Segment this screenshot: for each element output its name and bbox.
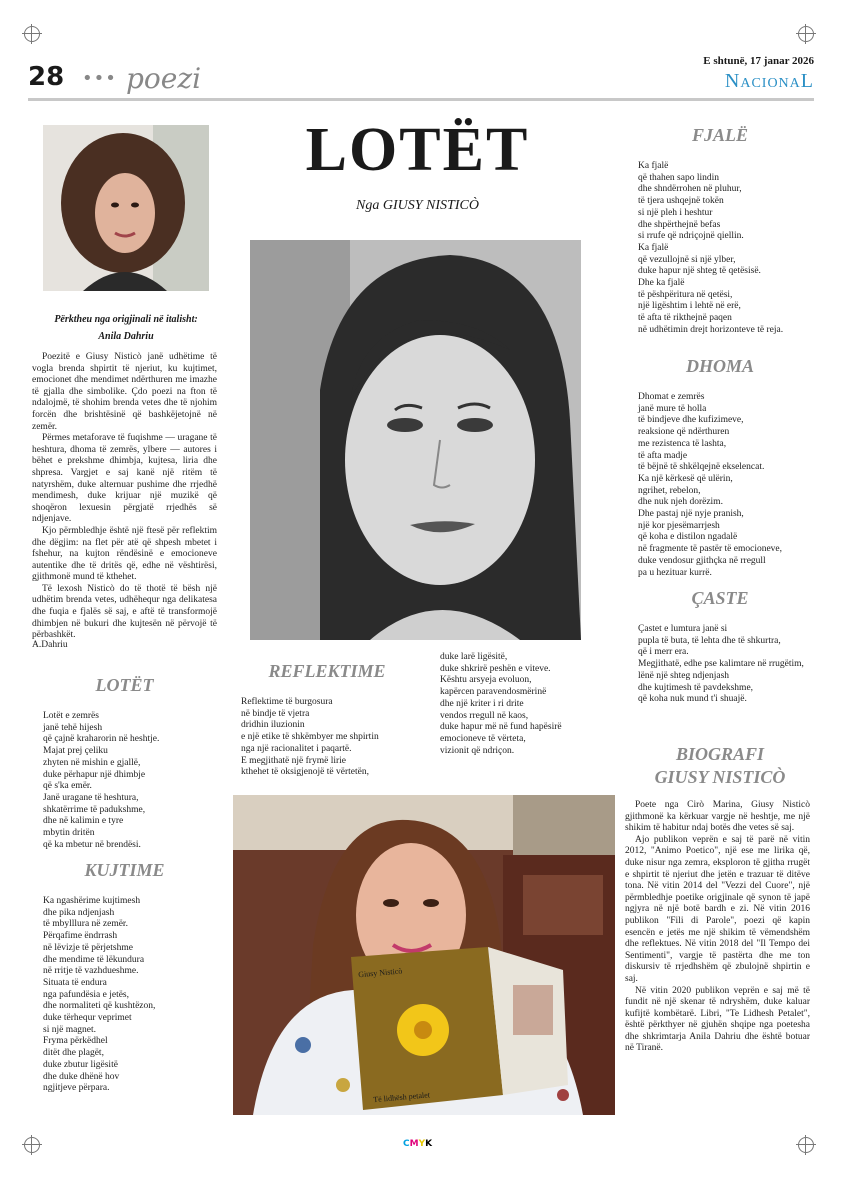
- poem-title-lotet: LOTËT: [95, 675, 154, 695]
- bio-title: [625, 743, 815, 789]
- page-number: 28: [28, 62, 65, 92]
- poem-title-dhoma: DHOMA: [685, 356, 754, 376]
- intro-paragraph: Të lexosh Nisticò do të thotë të bësh një udhëtim brenda vetes, udhëhequr nga delikatesa dhe fuqia e fjalës së saj, e aftë të transformojë dhimbjen në bukuri dhe kujtesën në përvojë të përbashkët.: [32, 583, 217, 641]
- translator-name: Anila Dahriu: [98, 331, 154, 342]
- section-title: poezi: [126, 62, 202, 95]
- author-photo-with-book: [233, 795, 615, 1115]
- registration-mark: [24, 1137, 40, 1153]
- byline: Nga GIUSY NISTICÒ: [356, 198, 479, 213]
- issue-date: E shtunë, 17 janar 2026: [703, 55, 814, 67]
- bio-paragraph: Ajo publikon veprën e saj të parë në vitin 2012, "Animo Poetico", një ese me lirika që, duke nisur nga zemra, eksploron të gjitha rrugët e shpirtit të njeriut dhe jetën e trazuar të ditëve tona. Në vitin 2014 del "Vezzi del Cuore", një përmbledhje poetike origjinale që synon të japë ngjyra në një botë bardh e zi. Në vitin 2016 publikon "Fili di Parole", poezi që kapin esencën e jetës me një shikim të vëmendshëm dhe reflektues. Në vitin 2018 del "Il Tempo dei Sentimenti", vargje të pastërta dhe me ton diskursiv të rrjedhshëm që zbulojnë shpirtin e saj.: [625, 834, 810, 984]
- registration-mark: [798, 1137, 814, 1153]
- headline: LOTËT: [305, 116, 530, 184]
- poem-reflektime-part1: Reflektime të burgosura në bindje të vjetra dridhin iluzionin e një etike të shkëmbyer me shpirtin nga një racionalitet i paqartë. E megjithatë një frymë lirie kthehet të oksigjenojë të vërtetën,: [241, 697, 379, 778]
- author-photo-small: [43, 125, 209, 291]
- poem-title-caste: ÇASTE: [691, 588, 749, 608]
- bio-title-line1: BIOGRAFI: [675, 744, 765, 764]
- section-dots: •••: [82, 68, 117, 89]
- poem-lotet: Lotët e zemrës janë tehë hijesh që çajnë kraharorin në heshtje. Majat prej çeliku zhyten në mishin e gjallë, duke përhapur një dhimbje që s'ka emër. Janë uragane të heshtura, shkatërrime të padukshme, dhe në kalimin e tyre mbytin dritën që ka mbetur në brendësi.: [43, 711, 160, 850]
- bio-text: [625, 800, 810, 1055]
- poem-title-kujtime: KUJTIME: [84, 860, 165, 880]
- bio-paragraph: Në vitin 2020 publikon veprën e saj më të fundit në një skenar të ndryshëm, duke kaluar kufijtë kombëtarë. Libri, "Te Lidhesh Petalet", është përkthyer në gjuhën shqipe nga poetesha dhe shkrimtarja Anila Dahriu dhe është botuar në Tiranë.: [625, 985, 810, 1054]
- poem-dhoma: Dhomat e zemrës janë mure të holla të bindjeve dhe kufizimeve, reaksione që ndërthuren me rezistenca të lashta, të afta madje të bëjnë të shkëlqejnë ekselencat. Ka një kërkesë që ulërin, ngrihet, rebelon, dhe nuk njeh dorëzim. Dhe pastaj një nyje pranish, një kor pjesëmarrjesh që koha e distilon ngadalë në fragmente të pastër të emocioneve, duke vendosur gjithçka në rregull pa u hezituar kurrë.: [638, 392, 783, 578]
- poem-reflektime-part2: duke larë ligësitë, duke shkrirë peshën e viteve. Kështu arsyeja evoluon, kapërcen paravendosmërinë dhe një kriter i ri drite vendos rregull në kaos, duke hapur më në fund hapësirë emocioneve të vërteta, vizionit që ndriçon.: [440, 652, 562, 756]
- intro-paragraph: Përmes metaforave të fuqishme — uragane të heshtura, dhoma të zemrës, ylbere — autores i bëhet e prekshme dhimbja, kujtesa, liria dhe shpresa. Vargjet e saj kanë një ritëm të natyrshëm, duke alternuar pushime dhe rrjedhë mendimesh, duke krijuar një muzikë që shoqëron lexuesin përgjatë rrjedhës së ndjenjave.: [32, 433, 217, 525]
- poem-fjale: Ka fjalë që thahen sapo lindin dhe shndërrohen në pluhur, të tjera ushqejnë tokën si një pleh i heshtur dhe shpërthejnë befas si rrufe që ndriçojnë qiellin. Ka fjalë që vezullojnë si një ylber, duke hapur një shteg të qetësisë. Dhe ka fjalë të pëshpëritura në qetësi, një ligështim i lehtë në erë, të afta të rikthejnë paqen në udhëtimin drejt horizonteve të reja.: [638, 161, 784, 335]
- registration-mark: [798, 26, 814, 42]
- book-cover-title: Të lidhësh petalet: [372, 1090, 431, 1105]
- intro-text: [32, 352, 217, 642]
- cmyk-print-mark: CMYK: [403, 1139, 433, 1149]
- bio-paragraph: Poete nga Cirò Marina, Giusy Nisticò gjithmonë ka kërkuar vargje në heshtje, me një shikim të habitur ndaj botës dhe vetes së saj.: [625, 800, 810, 834]
- intro-paragraph: Poezitë e Giusy Nisticò janë udhëtime të vogla brenda shpirtit të njeriut, ku kujtimet, emocionet dhe mendimet ndërthuren me imazhe të gjalla dhe simbolike. Çdo poezi na fton të ndalojmë, të shohim brenda vetes dhe të njohim forcën dhe brishtësinë që bashkëjetojnë në zemër.: [32, 352, 217, 432]
- registration-mark: [24, 26, 40, 42]
- bio-title-line2: GIUSY NISTICÒ: [654, 767, 786, 787]
- translator-credit: [43, 311, 209, 345]
- intro-paragraph: Kjo përmbledhje është një ftesë për reflektim dhe dëgjim: na flet për atë që shpesh mbetet i fshehur, na kujton rëndësinë e emocioneve autentike dhe të dritës që, edhe në vështirësi, gjithmonë mund të kthehet.: [32, 525, 217, 583]
- header-rule: [28, 98, 814, 101]
- book-cover-author: Giusy Nisticò: [357, 966, 403, 980]
- poem-caste: Çastet e lumtura janë si pupla të buta, të lehta dhe të shkurtra, që i merr era. Megjithatë, edhe pse kalimtare në rrugëtim, lënë një shteg ndjenjash dhe kujtimesh të pavdekshme, që koha nuk mund t'i shuajë.: [638, 624, 804, 705]
- author-portrait-bw: [250, 240, 581, 640]
- newspaper-logo: NacionaL: [724, 70, 814, 92]
- poem-title-fjale: FJALË: [691, 125, 748, 145]
- intro-signature: A.Dahriu: [32, 640, 68, 650]
- translator-label: Përktheu nga origjinali në italisht:: [54, 314, 198, 325]
- poem-title-reflektime: REFLEKTIME: [268, 661, 386, 681]
- poem-kujtime: Ka ngashërime kujtimesh dhe pika ndjenjash të mbylllura në zemër. Përqafime ëndrrash në lëvizje të përjetshme dhe mendime të lëkundura në rritje të vazhdueshme. Situata të endura nga pafundësia e jetës, dhe normaliteti që kushtëzon, duke tërhequr veprimet si një magnet. Fryma përkëdhel ditët dhe plagët, duke zbutur ligësitë dhe duke dhënë hov ngjitjeve përpara.: [43, 896, 156, 1094]
